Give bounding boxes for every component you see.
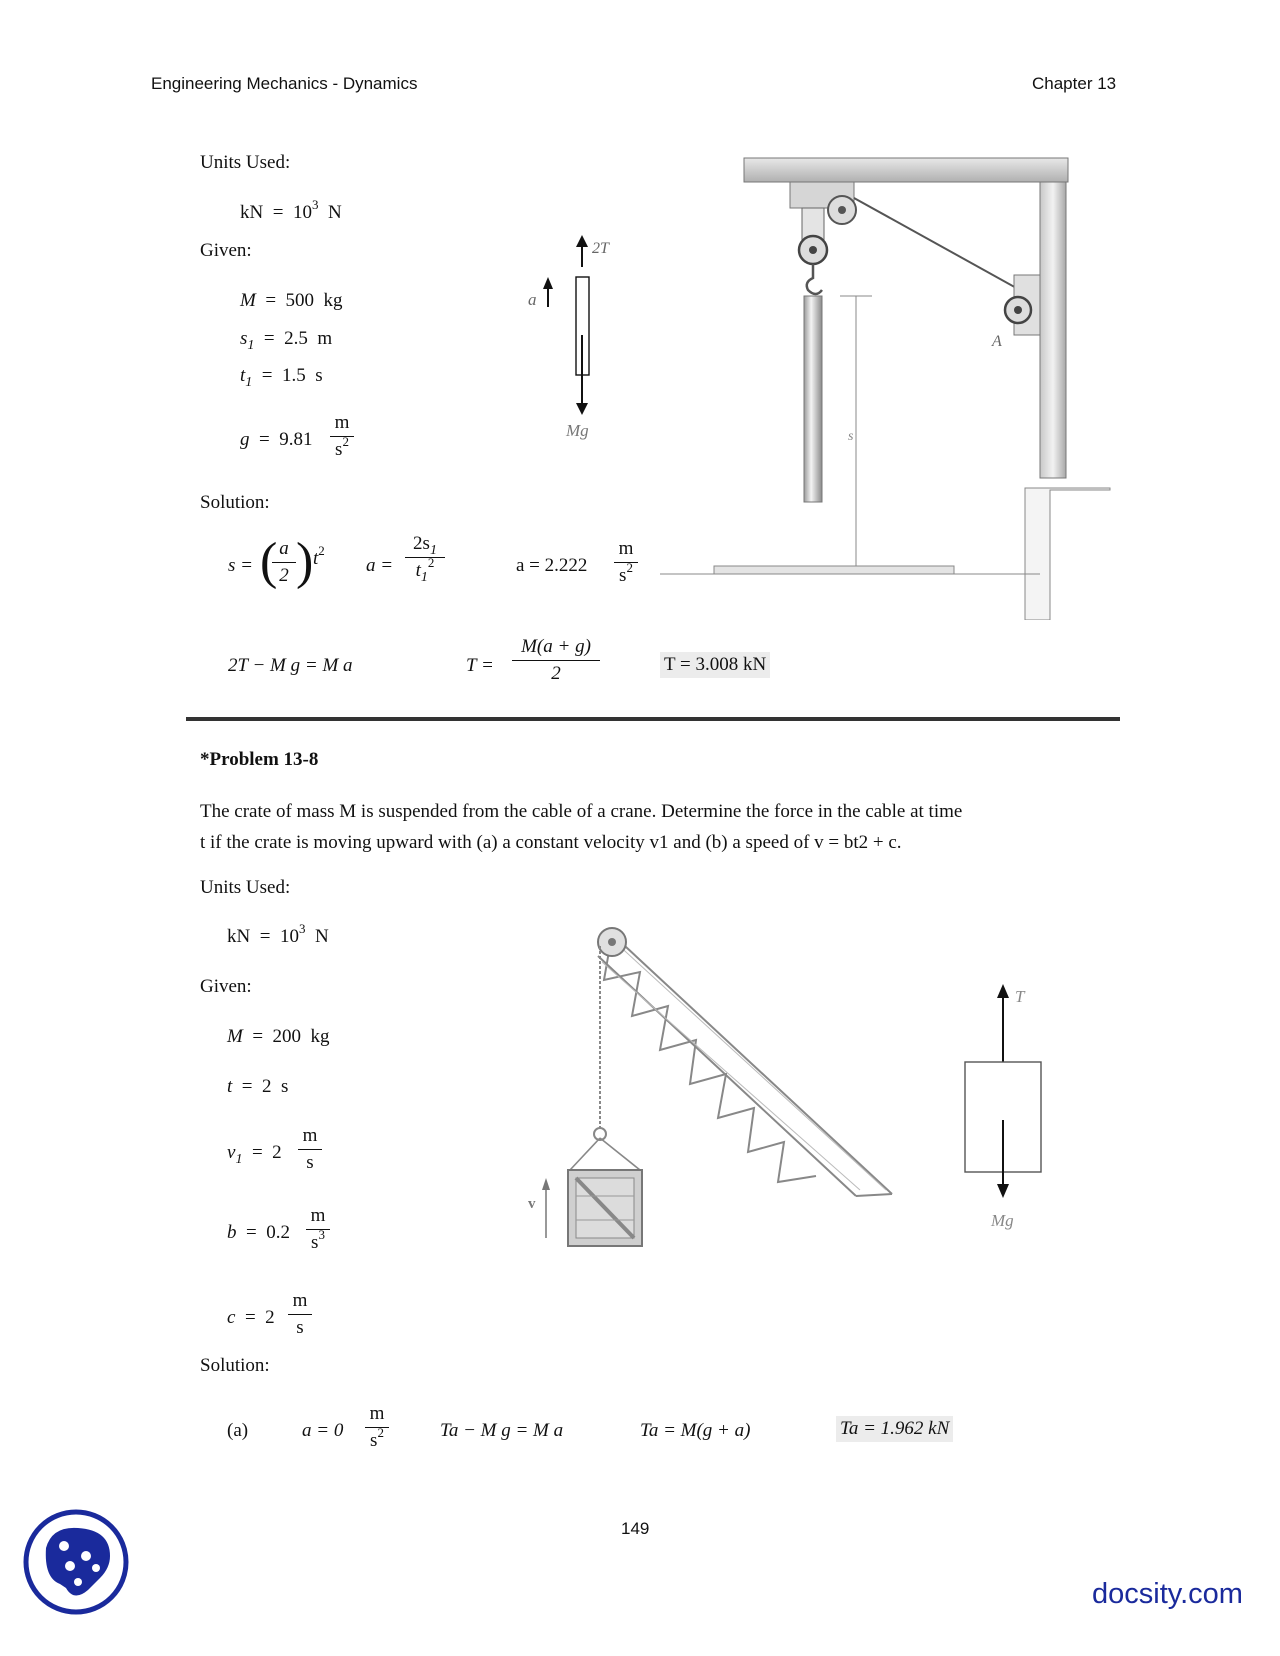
gantry-crane-figure [640, 150, 1120, 620]
solution-label-2: Solution: [200, 1355, 270, 1376]
part-a-label: (a) [227, 1420, 249, 1441]
part-a-result: Ta = 1.962 kN [836, 1416, 953, 1442]
kn-definition-2: kN = $10^3$ N [227, 921, 329, 947]
equation-a-fraction: $2s_1$ $t_1^2$ [405, 533, 445, 582]
equation-T-lhs: T = [466, 655, 494, 676]
section-divider [186, 717, 1120, 721]
given-c: c = 2 [227, 1307, 275, 1328]
equation-a-value: a = 2.222 [516, 555, 588, 576]
c-unit-fraction: m s [288, 1290, 312, 1339]
given-label: Given: [200, 240, 252, 261]
docsity-logo-icon [22, 1508, 130, 1616]
equation-a: a = [366, 555, 394, 576]
equation-T-fraction: M(a + g) 2 [512, 636, 600, 685]
given-s1: $s_1 = 2.5$ m [240, 328, 333, 353]
b-unit-fraction: m $s^3$ [306, 1205, 330, 1254]
given-label-2: Given: [200, 976, 252, 997]
given-b: b = 0.2 [227, 1222, 290, 1243]
paren-left: ( [260, 533, 278, 590]
given-v1: $v_1 = 2$ [227, 1142, 282, 1167]
running-header-title: Engineering Mechanics - Dynamics [151, 74, 418, 93]
fbd-2T-label: 2T [592, 240, 609, 257]
given-t1: $t_1 = 1.5$ s [240, 365, 323, 390]
figure-A-label: A [992, 333, 1002, 350]
units-used-label-2: Units Used: [200, 877, 291, 898]
equation-s: s = [228, 555, 253, 576]
given-mass-2: M = 200 kg [227, 1026, 330, 1047]
given-time: t = 2 s [227, 1076, 289, 1097]
fbd-a-label: a [528, 290, 537, 309]
kn-definition: kN = $10^3$ N [240, 197, 342, 223]
problem-title: *Problem 13-8 [200, 749, 319, 770]
units-used-label: Units Used: [200, 152, 291, 173]
page-number: 149 [621, 1519, 650, 1538]
brand-link[interactable]: docsity.com [1092, 1578, 1243, 1610]
part-a-accel: a = 0 [302, 1420, 344, 1441]
equation-newton: 2T − M g = M a [228, 655, 353, 676]
v1-unit-fraction: m s [298, 1125, 322, 1174]
part-a-equation-1: Ta − M g = M a [440, 1420, 564, 1441]
a-unit-fraction: m $s^2$ [614, 538, 638, 587]
given-mass: M = 500 kg [240, 290, 343, 311]
velocity-label: v [528, 1196, 536, 1212]
figure-s-label: s [848, 429, 854, 444]
fbd-T-label: T [1015, 987, 1025, 1006]
part-a-equation-2: Ta = M(g + a) [640, 1420, 751, 1441]
solution-label: Solution: [200, 492, 270, 513]
crane-figure [520, 920, 900, 1290]
given-g: g = 9.81 [240, 429, 313, 450]
g-unit-fraction: m $s^2$ [330, 412, 354, 461]
part-a-accel-unit: m $s^2$ [365, 1403, 389, 1452]
equation-s-fraction: a 2 [272, 538, 296, 587]
paren-right: ) [296, 533, 314, 590]
fbd-Mg-label-2: Mg [991, 1211, 1014, 1230]
fbd-rod-diagram [520, 235, 620, 455]
running-header-chapter: Chapter 13 [1032, 74, 1117, 93]
problem-statement-line-1: The crate of mass M is suspended from the cable of a crane. Determine the force in the cable at time [200, 801, 963, 822]
fbd-crate-diagram [955, 980, 1065, 1250]
result-T: T = 3.008 kN [660, 652, 770, 678]
problem-statement-line-2: t if the crate is moving upward with (a) a constant velocity v1 and (b) a speed of v = bt2 + c. [200, 832, 902, 853]
fbd-Mg-label: Mg [566, 421, 589, 440]
equation-s-t: $t^2$ [313, 543, 325, 569]
